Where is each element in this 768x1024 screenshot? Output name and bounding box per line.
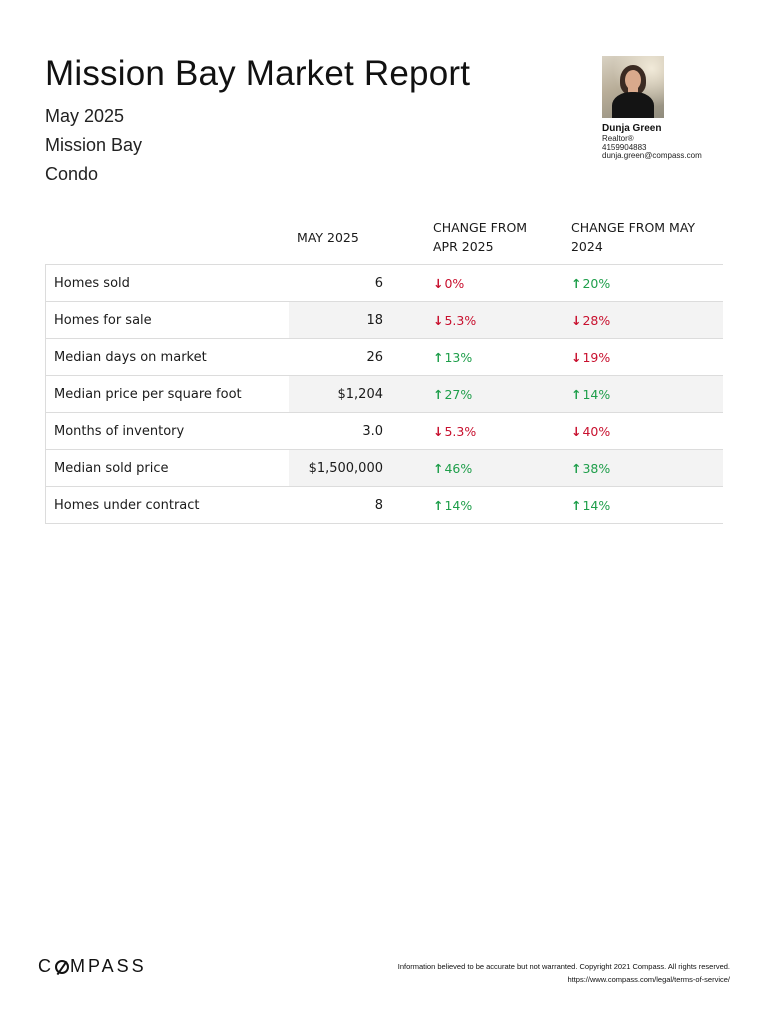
footer-note (398, 960, 730, 986)
logo-letters-mpass: MPASS (70, 956, 147, 976)
header-change-from-apr: CHANGE FROM APR 2025 (433, 220, 528, 254)
footer-terms-link[interactable]: https://www.compass.com/legal/terms-of-service/ (567, 975, 730, 984)
change-value: 20% (582, 275, 611, 291)
change-value: 19% (582, 349, 611, 365)
agent-card (602, 56, 742, 161)
compass-logo (38, 956, 147, 977)
row-change1 (399, 265, 561, 302)
agent-phone[interactable]: 4159904883 (602, 142, 647, 152)
change-value: 5.3% (444, 423, 477, 439)
row-change1 (399, 302, 561, 339)
header-change-from-may: CHANGE FROM MAY 2024 (570, 220, 696, 254)
row-change2 (561, 265, 723, 302)
row-metric: Median days on market (46, 339, 290, 376)
change-value: 13% (444, 349, 473, 365)
row-value: 8 (289, 487, 399, 524)
row-change1 (399, 487, 561, 524)
table-row (46, 450, 724, 487)
row-change2 (561, 450, 723, 487)
arrow-down-icon: ↓ (570, 349, 582, 365)
change-value: 28% (582, 312, 611, 328)
row-change1 (399, 339, 561, 376)
table-row (46, 487, 724, 524)
row-value: $1,204 (289, 376, 399, 413)
row-metric: Median price per square foot (46, 376, 290, 413)
row-change2 (561, 487, 723, 524)
row-value: 6 (289, 265, 399, 302)
arrow-up-icon: ↑ (433, 460, 444, 476)
arrow-up-icon: ↑ (570, 497, 582, 513)
arrow-down-icon: ↓ (433, 275, 444, 291)
header-metric (46, 210, 290, 265)
arrow-down-icon: ↓ (570, 312, 582, 328)
report-header (45, 52, 565, 189)
table-row (46, 265, 724, 302)
row-value: $1,500,000 (289, 450, 399, 487)
row-change2 (561, 376, 723, 413)
row-value: 26 (289, 339, 399, 376)
change-value: 46% (444, 460, 473, 476)
arrow-down-icon: ↓ (433, 312, 444, 328)
market-stats-table (45, 210, 723, 524)
arrow-up-icon: ↑ (433, 386, 444, 402)
row-metric: Homes sold (46, 265, 290, 302)
row-value: 3.0 (289, 413, 399, 450)
logo-o-mark (55, 960, 69, 974)
change-value: 5.3% (444, 312, 477, 328)
change-value: 14% (582, 386, 611, 402)
table-row (46, 302, 724, 339)
arrow-up-icon: ↑ (570, 275, 582, 291)
row-value: 18 (289, 302, 399, 339)
report-title: Mission Bay Market Report (45, 54, 471, 93)
row-change1 (399, 450, 561, 487)
header-may-2025: MAY 2025 (297, 229, 359, 245)
change-value: 38% (582, 460, 611, 476)
table-row (46, 376, 724, 413)
row-change2 (561, 413, 723, 450)
change-value: 14% (444, 497, 473, 513)
row-change1 (399, 413, 561, 450)
change-value: 27% (444, 386, 473, 402)
arrow-up-icon: ↑ (570, 386, 582, 402)
row-metric: Median sold price (46, 450, 290, 487)
row-metric: Months of inventory (46, 413, 290, 450)
row-metric: Homes for sale (46, 302, 290, 339)
row-change1 (399, 376, 561, 413)
table-row (46, 413, 724, 450)
report-property-type: Condo (45, 164, 99, 184)
arrow-down-icon: ↓ (570, 423, 582, 439)
row-change2 (561, 302, 723, 339)
table-header-row (46, 210, 724, 265)
row-metric: Homes under contract (46, 487, 290, 524)
arrow-down-icon: ↓ (433, 423, 444, 439)
change-value: 0% (444, 275, 465, 291)
footer-disclaimer: Information believed to be accurate but not warranted. Copyright 2021 Compass. All rights reserved. (397, 962, 730, 971)
agent-photo (602, 56, 664, 118)
logo-letter-c: C (38, 956, 54, 976)
table-row (46, 339, 724, 376)
report-month: May 2025 (45, 106, 125, 126)
arrow-up-icon: ↑ (570, 460, 582, 476)
change-value: 14% (582, 497, 611, 513)
table-body (46, 265, 724, 524)
arrow-up-icon: ↑ (433, 497, 444, 513)
agent-email[interactable]: dunja.green@compass.com (602, 151, 702, 160)
agent-role: Realtor® (602, 134, 634, 143)
arrow-up-icon: ↑ (433, 349, 444, 365)
change-value: 40% (582, 423, 611, 439)
agent-name: Dunja Green (602, 123, 662, 134)
report-area: Mission Bay (45, 135, 143, 155)
row-change2 (561, 339, 723, 376)
